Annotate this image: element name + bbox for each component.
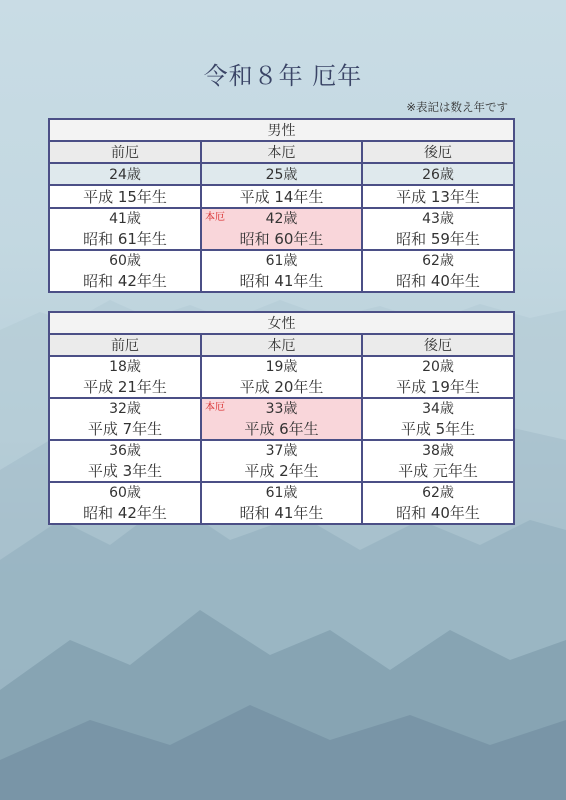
male-age-cell: 26歳 (362, 163, 514, 185)
male-age-cell (201, 250, 362, 292)
age-value: 61歳 (265, 253, 298, 269)
column-header-honyaku: 本厄 (201, 141, 362, 163)
age-value: 60歳 (109, 485, 141, 501)
age-notation-note: ※表記は数え年です (406, 100, 508, 114)
female-age-cell (201, 482, 362, 524)
birth-year-value: 昭和 40年生 (396, 272, 480, 290)
birth-year-value: 昭和 42年生 (83, 504, 167, 522)
birth-year-value: 平成 7年生 (87, 420, 163, 438)
female-age-cell (49, 356, 201, 398)
female-age-cell (49, 398, 201, 440)
column-header-atoyaku: 後厄 (362, 334, 514, 356)
age-value: 41歳 (109, 211, 141, 227)
birth-year-value: 昭和 41年生 (239, 504, 324, 522)
male-age-cell: 24歳 (49, 163, 201, 185)
age-value: 62歳 (422, 253, 454, 269)
age-value: 62歳 (422, 485, 454, 501)
age-value: 42歳 (265, 211, 298, 227)
age-value: 37歳 (265, 443, 298, 459)
female-age-cell (362, 440, 514, 482)
female-honyaku-cell (201, 398, 362, 440)
birth-year-value: 昭和 60年生 (239, 230, 324, 248)
age-value: 32歳 (109, 401, 141, 417)
age-value: 36歳 (109, 443, 141, 459)
female-age-cell (201, 356, 362, 398)
male-birth-year-cell: 平成 14年生 (201, 185, 362, 208)
male-age-cell (49, 250, 201, 292)
female-heading: 女性 (49, 312, 514, 334)
birth-year-value: 平成 2年生 (244, 462, 319, 480)
honyaku-tag: 本厄 (205, 212, 225, 223)
male-honyaku-cell (201, 208, 362, 250)
age-value: 19歳 (265, 359, 298, 375)
column-header-honyaku: 本厄 (201, 334, 362, 356)
birth-year-value: 平成 20年生 (239, 378, 324, 396)
age-value: 18歳 (109, 359, 141, 375)
female-age-cell (201, 440, 362, 482)
male-age-cell: 25歳 (201, 163, 362, 185)
female-age-cell (49, 482, 201, 524)
female-yakudoshi-table (48, 311, 515, 525)
female-age-cell (362, 482, 514, 524)
birth-year-value: 昭和 42年生 (83, 272, 167, 290)
birth-year-value: 平成 6年生 (244, 420, 319, 438)
age-value: 20歳 (422, 359, 454, 375)
birth-year-value: 平成 元年生 (398, 462, 478, 480)
age-value: 61歳 (265, 485, 298, 501)
age-value: 43歳 (422, 211, 454, 227)
birth-year-value: 平成 5年生 (400, 420, 476, 438)
age-value: 34歳 (422, 401, 454, 417)
column-header-maeyaku: 前厄 (49, 141, 201, 163)
age-value: 38歳 (422, 443, 454, 459)
male-age-cell (362, 208, 514, 250)
page-title: 令和８年 厄年 (203, 62, 363, 90)
male-heading: 男性 (49, 119, 514, 141)
male-age-cell (362, 250, 514, 292)
age-value: 60歳 (109, 253, 141, 269)
birth-year-value: 平成 19年生 (396, 378, 480, 396)
birth-year-value: 昭和 40年生 (396, 504, 480, 522)
column-header-maeyaku: 前厄 (49, 334, 201, 356)
female-age-cell (362, 398, 514, 440)
male-age-cell (49, 208, 201, 250)
birth-year-value: 昭和 41年生 (239, 272, 324, 290)
female-age-cell (362, 356, 514, 398)
male-birth-year-cell: 平成 15年生 (49, 185, 201, 208)
birth-year-value: 昭和 59年生 (396, 230, 480, 248)
birth-year-value: 昭和 61年生 (83, 230, 167, 248)
female-age-cell (49, 440, 201, 482)
male-yakudoshi-table (48, 118, 515, 293)
male-birth-year-cell: 平成 13年生 (362, 185, 514, 208)
honyaku-tag: 本厄 (205, 402, 225, 413)
column-header-atoyaku: 後厄 (362, 141, 514, 163)
age-value: 33歳 (265, 401, 298, 417)
birth-year-value: 平成 21年生 (83, 378, 167, 396)
birth-year-value: 平成 3年生 (87, 462, 163, 480)
